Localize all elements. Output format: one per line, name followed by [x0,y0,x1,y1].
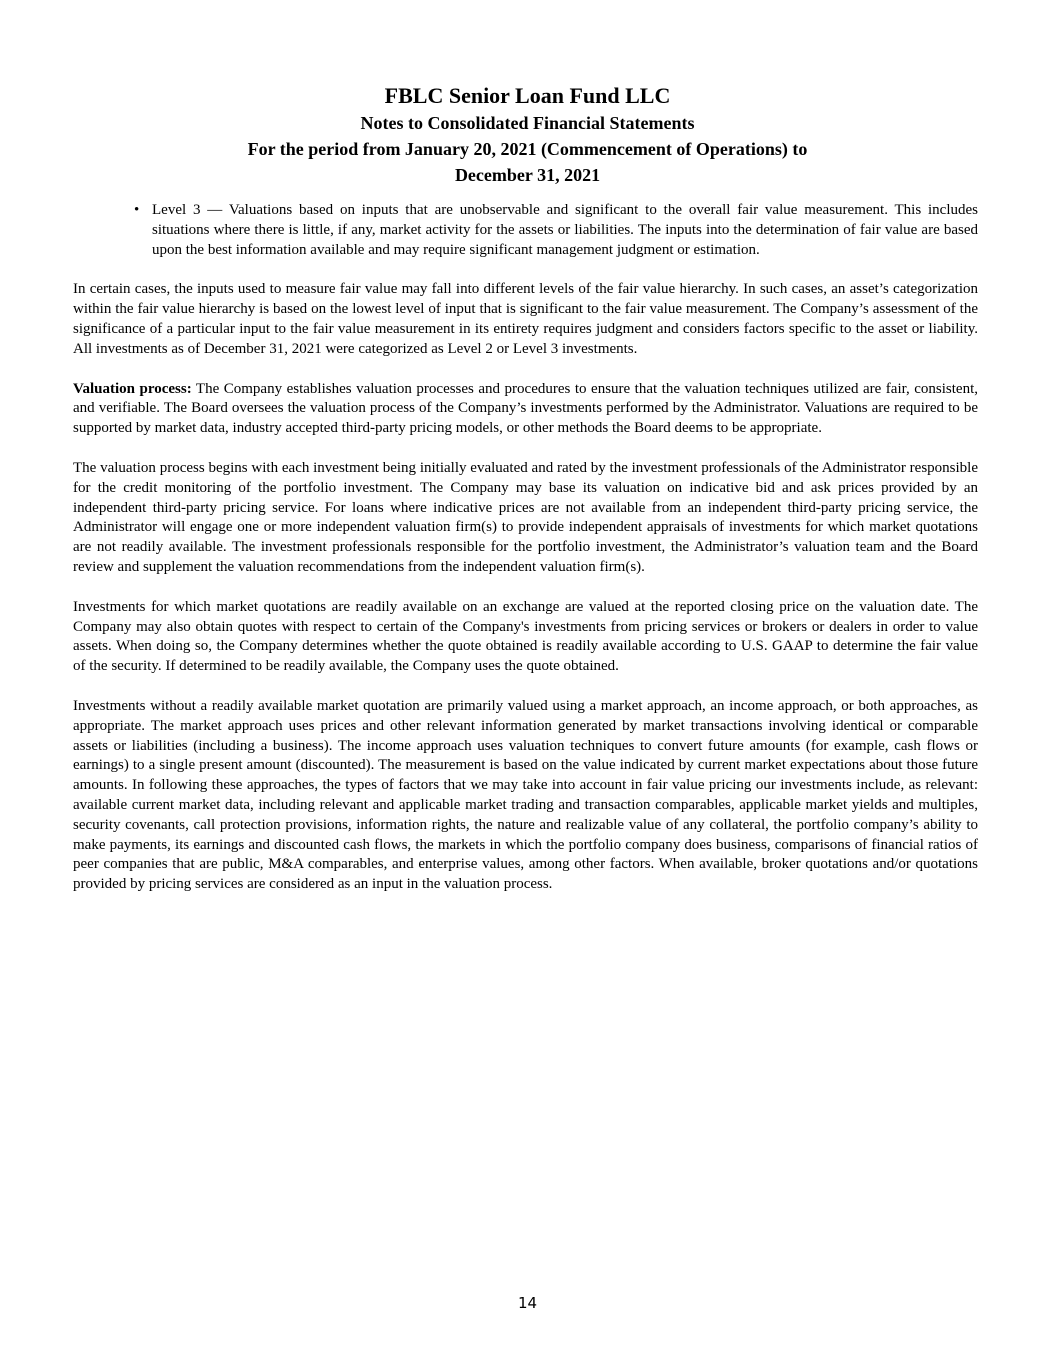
without-quotation-paragraph: Investments without a readily available market quotation are primarily valued using a market approach, an income approach, or both approaches, as appropriate. The market approach uses prices and other relevant information generated by market transactions involving identical or comparable assets or liabilities (including a business). The income approach uses valuation techniques to convert future amounts (for example, cash flows or earnings) to a single present amount (discounted). The measurement is based on the value indicated by current market expectations about those future amounts. In following these approaches, the types of factors that we may take into account in fair value pricing our investments include, as relevant: available current market data, including relevant and applicable market trading and transaction comparables, applicable market yields and multiples, security covenants, call protection provisions, information rights, the nature and realizable value of any collateral, the portfolio company’s ability to make payments, its earnings and discounted cash flows, the markets in which the portfolio company does business, comparisons of financial ratios of peer companies that are public, M&A comparables, and enterprise values, among other factors. When available, broker quotations and/or quotations provided by pricing services are considered as an input in the valuation process. [73,697,978,893]
valuation-process-paragraph [73,380,978,439]
page-header [0,82,1055,188]
page-number: 14 [517,1294,538,1312]
hierarchy-paragraph: In certain cases, the inputs used to measure fair value may fall into different levels of the fair value hierarchy. In such cases, an asset’s categorization within the fair value hierarchy is based on the lowest level of input that is significant to the fair value measurement. The Company’s assessment of the significance of a particular input to the fair value measurement in its entirety requires judgment and considers factors specific to the asset or liability. All investments as of December 31, 2021 were categorized as Level 2 or Level 3 investments. [73,281,978,357]
market-quotations-paragraph: Investments for which market quotations are readily available on an exchange are valued at the reported closing price on the valuation date. The Company may also obtain quotes with respect to certain of the Company's investments from pricing services or brokers or dealers in order to value assets. When doing so, the Company determines whether the quote obtained is readily available according to U.S. GAAP to determine the fair value of the security. If determined to be readily available, the Company uses the quote obtained. [73,598,978,675]
page-body [73,201,978,915]
period-line-1: For the period from January 20, 2021 (Commencement of Operations) to [247,139,808,159]
level-3-bullet-text: Level 3 — Valuations based on inputs that are unobservable and significant to the overall fair value measurement. This includes situations where there is little, if any, market activity for the assets or liabilities. The inputs into the determination of fair value are based upon the best information available and may require significant management judgment or estimation. [152,202,978,258]
period-line-2: December 31, 2021 [454,165,601,185]
valuation-process-text: The Company establishes valuation processes and procedures to ensure that the valuation techniques utilized are fair, consistent, and verifiable. The Board oversees the valuation process of the Company’s investments performed by the Administrator. Valuations are required to be supported by market data, industry accepted third-party pricing models, or other methods the Board deems to be appropriate. [73,380,979,437]
bullet-icon: • [134,202,140,218]
process-begins-paragraph: The valuation process begins with each investment being initially evaluated and rated by the investment professionals of the Administrator responsible for the credit monitoring of the portfolio investment. The Company may base its valuation on indicative bid and ask prices provided by an independent third-party pricing service. For loans where indicative prices are not available from an independent third-party pricing service, the Administrator will engage one or more independent valuation firm(s) to provide independent appraisals of investments for which market quotations are not readily available. The investment professionals responsible for the portfolio investment, the Administrator’s valuation team and the Board review and supplement the valuation recommendations from the independent valuation firm(s). [73,459,978,575]
valuation-process-heading: Valuation process: [73,380,192,397]
company-name: FBLC Senior Loan Fund LLC [384,83,671,108]
level-3-bullet-item [134,201,978,260]
statement-subtitle: Notes to Consolidated Financial Statements [360,113,695,133]
